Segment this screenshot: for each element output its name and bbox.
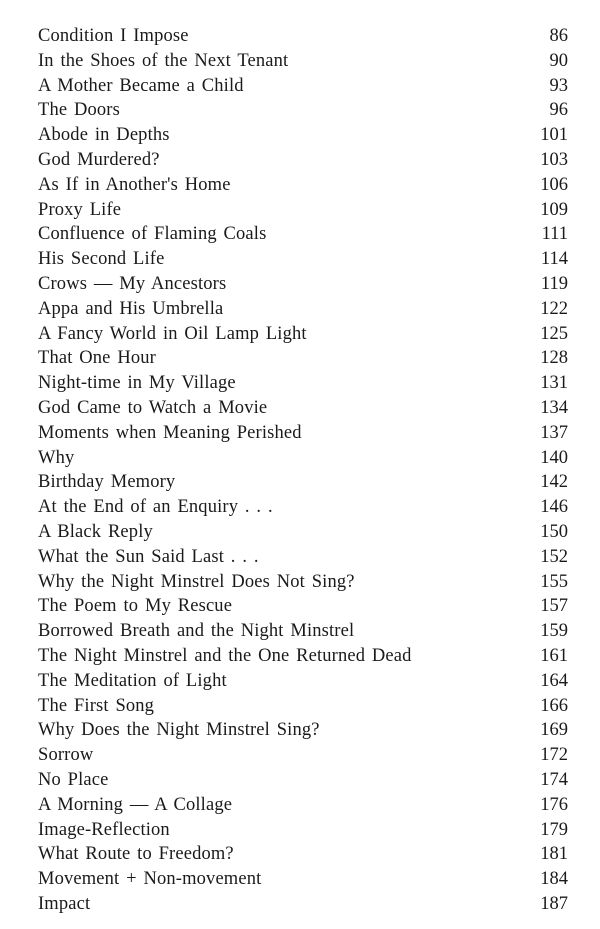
toc-entry-title: Confluence of Flaming Coals [38,224,267,245]
toc-entry-page: 161 [540,645,568,666]
toc-entry-title: The Poem to My Rescue [38,596,233,617]
toc-entry [38,892,568,917]
toc-entry [38,74,568,99]
toc-entry [38,24,568,49]
toc-entry [38,222,568,247]
toc-entry [38,371,568,396]
toc-entry [38,446,568,471]
toc-entry [38,123,568,148]
toc-entry [38,495,568,520]
toc-entry-page: 131 [540,373,568,394]
toc-entry-page: 142 [540,472,568,493]
toc-entry [38,272,568,297]
toc-entry [38,148,568,173]
toc-entry-page: 114 [540,249,568,270]
toc-entry-title: Why [38,447,75,468]
toc-entry-title: Appa and His Umbrella [38,298,224,319]
toc-entry [38,768,568,793]
toc-entry-title: God Murdered? [38,149,160,170]
toc-entry-page: 125 [540,323,568,344]
toc-entry-page: 164 [540,670,568,691]
toc-entry-page: 159 [540,621,568,642]
toc-entry-page: 128 [540,348,568,369]
toc-entry-page: 179 [540,819,568,840]
toc-entry [38,743,568,768]
toc-entry-page: 187 [540,893,568,914]
toc-entry [38,669,568,694]
toc-entry-title: Image-Reflection [38,819,170,840]
toc-entry-page: 150 [540,521,568,542]
toc-entry [38,49,568,74]
table-of-contents [38,24,568,917]
toc-entry-title: Borrowed Breath and the Night Minstrel [38,621,355,642]
toc-entry-title: That One Hour [38,348,156,369]
toc-entry [38,545,568,570]
toc-entry [38,520,568,545]
toc-entry-title: Night-time in My Village [38,373,236,394]
toc-entry-title: The Doors [38,100,120,121]
toc-entry-title: As If in Another's Home [38,174,231,195]
toc-entry-title: Movement + Non-movement [38,869,262,890]
toc-entry-page: 111 [541,224,568,245]
toc-entry [38,98,568,123]
toc-entry-page: 176 [540,794,568,815]
toc-entry-page: 137 [540,422,568,443]
toc-entry-page: 155 [540,571,568,592]
toc-entry-title: Impact [38,893,91,914]
toc-entry [38,570,568,595]
toc-entry-page: 172 [540,745,568,766]
toc-entry-title: The Night Minstrel and the One Returned Dead [38,645,412,666]
toc-entry-page: 166 [540,695,568,716]
toc-entry-page: 184 [540,869,568,890]
toc-entry [38,694,568,719]
toc-entry-title: Condition I Impose [38,26,189,46]
toc-entry-page: 146 [540,497,568,518]
toc-entry-title: Birthday Memory [38,472,176,493]
toc-entry-page: 169 [540,720,568,741]
toc-entry-page: 96 [549,100,568,121]
toc-entry-title: No Place [38,769,109,790]
toc-entry [38,793,568,818]
toc-entry-page: 134 [540,397,568,418]
toc-entry [38,198,568,223]
toc-entry-title: A Black Reply [38,521,153,542]
toc-entry-page: 101 [540,125,568,146]
toc-entry [38,842,568,867]
toc-entry-page: 86 [549,26,568,46]
toc-entry [38,322,568,347]
toc-entry [38,470,568,495]
toc-entry-title: A Mother Became a Child [38,75,244,96]
toc-entry-title: In the Shoes of the Next Tenant [38,50,289,71]
toc-entry-page: 122 [540,298,568,319]
toc-entry-page: 106 [540,174,568,195]
toc-entry-page: 109 [540,199,568,220]
toc-entry [38,247,568,272]
toc-entry-title: At the End of an Enquiry . . . [38,497,273,518]
toc-entry-page: 119 [540,273,568,294]
toc-entry [38,594,568,619]
toc-entry-title: A Fancy World in Oil Lamp Light [38,323,307,344]
toc-entry-title: His Second Life [38,249,165,270]
toc-entry-title: What Route to Freedom? [38,844,234,865]
toc-entry-page: 140 [540,447,568,468]
toc-entry-title: What the Sun Said Last . . . [38,546,259,567]
toc-entry [38,297,568,322]
toc-entry [38,644,568,669]
toc-entry-title: Crows — My Ancestors [38,273,227,294]
toc-entry [38,619,568,644]
toc-entry-title: Sorrow [38,745,94,766]
toc-entry-title: The First Song [38,695,155,716]
toc-entry [38,818,568,843]
toc-entry [38,173,568,198]
toc-entry [38,867,568,892]
toc-entry-page: 181 [540,844,568,865]
toc-entry [38,396,568,421]
toc-entry-page: 93 [549,75,568,96]
toc-entry [38,718,568,743]
toc-entry [38,346,568,371]
toc-entry-title: Why Does the Night Minstrel Sing? [38,720,320,741]
toc-entry-page: 157 [540,596,568,617]
toc-entry-page: 174 [540,769,568,790]
toc-entry-title: A Morning — A Collage [38,794,233,815]
toc-entry [38,421,568,446]
toc-entry-page: 90 [549,50,568,71]
toc-entry-title: Abode in Depths [38,125,170,146]
toc-entry-page: 152 [540,546,568,567]
toc-entry-title: Why the Night Minstrel Does Not Sing? [38,571,355,592]
toc-entry-title: Moments when Meaning Perished [38,422,302,443]
toc-entry-title: The Meditation of Light [38,670,227,691]
toc-entry-title: God Came to Watch a Movie [38,397,268,418]
toc-entry-title: Proxy Life [38,199,122,220]
toc-entry-page: 103 [540,149,568,170]
